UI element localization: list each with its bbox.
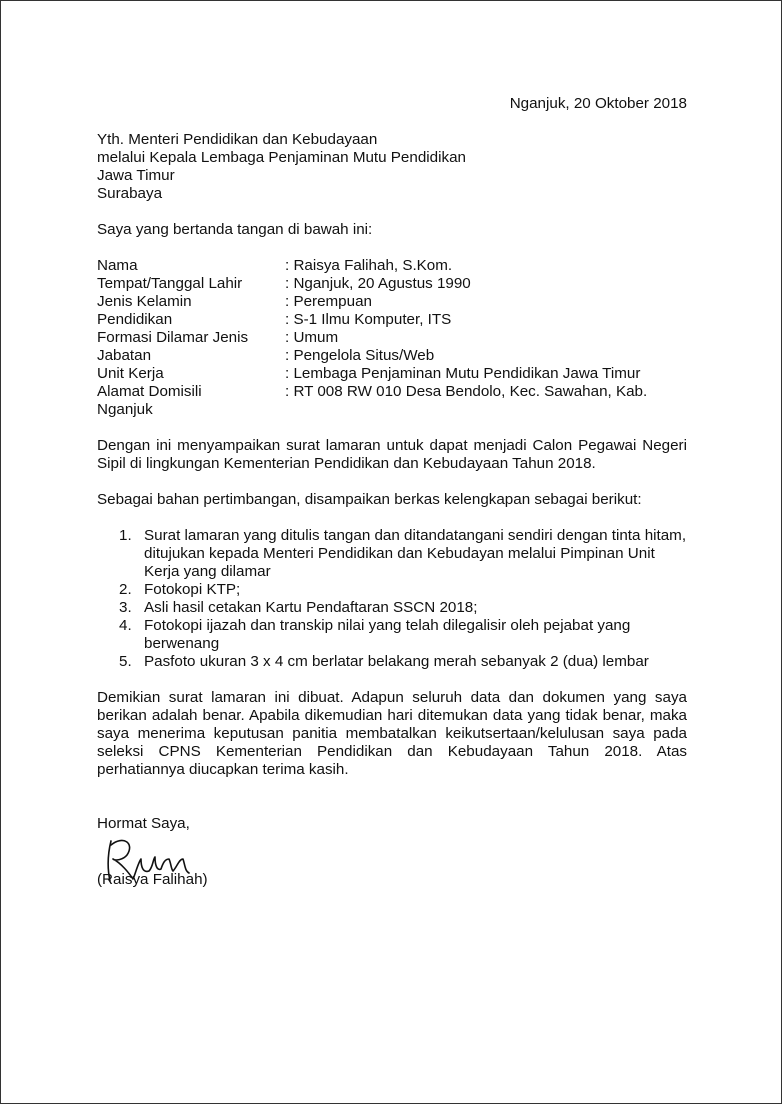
recipient-line: Surabaya [97,185,163,202]
letter-body [97,95,687,889]
list-number: 4. [119,617,132,634]
letter-date: Nganjuk, 20 Oktober 2018 [509,95,687,112]
sign-off: Hormat Saya, [97,815,190,832]
field-value: : Raisya Falihah, S.Kom. [285,257,453,274]
closing-paragraph: Demikian surat lamaran ini dibuat. Adapun seluruh data dan dokumen yang saya berikan adalah benar. Apabila dikemudian hari ditemukan data yang tidak benar, maka saya menerima keputusan panitia membatalkan keikutsertaan/kelulusan saya pada seleksi CPNS Kementerian Pendidikan dan Kebudayaan Tahun 2018. Atas perhatiannya diucapkan terima kasih. [97,689,687,778]
field-value: : Perempuan [285,293,372,310]
list-item [97,617,687,653]
field-row [97,257,687,275]
field-value: : Nganjuk, 20 Agustus 1990 [285,275,471,292]
list-number: 3. [119,599,132,616]
recipient-line: Jawa Timur [97,167,175,184]
attachments-intro: Sebagai bahan pertimbangan, disampaikan berkas kelengkapan sebagai berikut: [97,491,642,508]
list-item [97,581,687,599]
list-number: 2. [119,581,132,598]
field-row [97,347,687,365]
field-label: Jabatan [97,347,152,364]
address-continuation: Nganjuk [97,401,153,418]
field-value: : Lembaga Penjaminan Mutu Pendidikan Jawa Timur [285,365,641,382]
field-label: Nama [97,257,138,274]
list-number: 5. [119,653,132,670]
list-text: Fotokopi ijazah dan transkip nilai yang telah dilegalisir oleh pejabat yang berwenang [144,617,631,652]
attachments-list [97,527,687,671]
field-value: : Pengelola Situs/Web [285,347,435,364]
recipient-block [97,131,687,203]
recipient-line: melalui Kepala Lembaga Penjaminan Mutu Pendidikan [97,149,466,166]
field-label: Tempat/Tanggal Lahir [97,275,243,292]
greeting: Saya yang bertanda tangan di bawah ini: [97,221,373,238]
field-row [97,365,687,383]
list-text: Pasfoto ukuran 3 x 4 cm berlatar belakang merah sebanyak 2 (dua) lembar [144,653,649,670]
field-label: Alamat Domisili [97,383,202,400]
field-row [97,311,687,329]
list-item [97,653,687,671]
field-row [97,275,687,293]
intro-paragraph: Dengan ini menyampaikan surat lamaran untuk dapat menjadi Calon Pegawai Negeri Sipil di lingkungan Kementerian Pendidikan dan Kebudayaan Tahun 2018. [97,437,687,472]
recipient-line: Yth. Menteri Pendidikan dan Kebudayaan [97,131,378,148]
field-value: : RT 008 RW 010 Desa Bendolo, Kec. Sawahan, Kab. [285,383,648,400]
field-value: : Umum [285,329,339,346]
field-row [97,329,687,347]
signer-name: (Raisya Falihah) [97,871,208,888]
list-number: 1. [119,527,132,544]
applicant-fields [97,257,687,401]
field-row [97,383,687,401]
list-item [97,527,687,581]
field-label: Pendidikan [97,311,173,328]
field-label: Jenis Kelamin [97,293,192,310]
list-text: Surat lamaran yang ditulis tangan dan ditandatangani sendiri dengan tinta hitam, ditujukan kepada Menteri Pendidikan dan Kebudayan melalui Pimpinan Unit Kerja yang dilamar [144,527,687,580]
list-text: Fotokopi KTP; [144,581,241,598]
list-item [97,599,687,617]
field-row [97,293,687,311]
field-value: : S-1 Ilmu Komputer, ITS [285,311,452,328]
field-label: Unit Kerja [97,365,164,382]
field-label: Formasi Dilamar Jenis [97,329,249,346]
list-text: Asli hasil cetakan Kartu Pendaftaran SSCN 2018; [144,599,478,616]
